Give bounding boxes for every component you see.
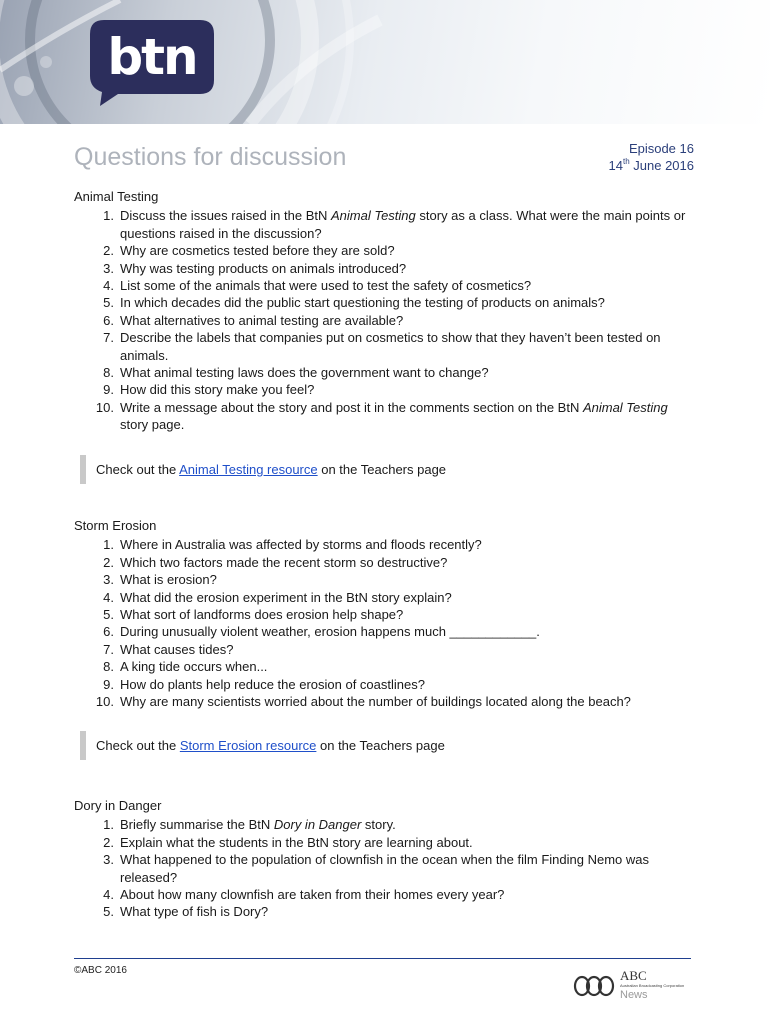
list-item: 2. Explain what the students in the BtN story are learning about. xyxy=(103,834,473,850)
question-list xyxy=(74,207,699,433)
copyright: ©ABC 2016 xyxy=(74,965,127,976)
list-item: 1. Briefly summarise the BtN Dory in Danger story. xyxy=(103,817,396,833)
footer-divider xyxy=(74,958,691,959)
list-item: 8. A king tide occurs when... xyxy=(103,659,268,675)
list-item: 7. What causes tides? xyxy=(103,641,234,657)
abc-logo-name: ABC xyxy=(620,968,647,983)
btn-logo xyxy=(90,20,214,106)
list-item: 3. Why was testing products on animals introduced? xyxy=(103,260,407,276)
abc-news-label: News xyxy=(620,989,648,1001)
abc-logo-subtitle: Australian Broadcasting Corporation xyxy=(620,983,685,988)
storm-erosion-resource-link[interactable]: Storm Erosion resource xyxy=(179,738,317,753)
list-item: 6. During unusually violent weather, erosion happens much ____________. xyxy=(103,624,540,640)
list-item: 3. What happened to the population of clownfish in the ocean when the film Finding Nemo was released? xyxy=(103,852,649,885)
section-storm-erosion xyxy=(74,517,699,710)
list-item: 7. Describe the labels that companies put on cosmetics to show that they haven’t been tested on animals. xyxy=(103,330,661,363)
episode-info xyxy=(609,140,694,174)
section-animal-testing xyxy=(74,188,699,434)
question-list xyxy=(74,816,699,920)
list-item: 2. Which two factors made the recent storm so destructive? xyxy=(103,554,448,570)
episode-date: 14th June 2016 xyxy=(608,157,694,173)
list-item: 8. What animal testing laws does the government want to change? xyxy=(103,365,489,381)
list-item: 6. What alternatives to animal testing are available? xyxy=(103,312,404,328)
animal-testing-resource-link[interactable]: Animal Testing resource xyxy=(179,462,318,477)
list-item: 4. List some of the animals that were used to test the safety of cosmetics? xyxy=(103,278,532,294)
list-item: 1. Where in Australia was affected by storms and floods recently? xyxy=(103,537,482,553)
list-item: 5. What type of fish is Dory? xyxy=(103,904,269,920)
callout-storm-erosion: Check out the Storm Erosion resource on the Teachers page xyxy=(80,731,445,760)
section-title: Storm Erosion xyxy=(74,518,157,533)
section-dory-in-danger xyxy=(74,797,699,921)
section-title: Dory in Danger xyxy=(74,798,162,813)
list-item: 4. What did the erosion experiment in the BtN story explain? xyxy=(103,589,452,605)
list-item: 10. Why are many scientists worried about the number of buildings located along the beach? xyxy=(95,694,631,710)
list-item: 5. In which decades did the public start questioning the testing of products on animals? xyxy=(103,295,605,311)
list-item: 10. Write a message about the story and post it in the comments section on the BtN Animal Testing story page. xyxy=(95,399,668,433)
list-item: 4. About how many clownfish are taken from their homes every year? xyxy=(103,887,505,903)
episode-number: Episode 16 xyxy=(628,141,694,156)
list-item: 2. Why are cosmetics tested before they are sold? xyxy=(103,243,395,259)
header-banner xyxy=(0,0,770,124)
btn-logo-text: btn xyxy=(107,28,197,86)
list-item: 3. What is erosion? xyxy=(103,572,217,588)
page-title: Questions for discussion xyxy=(74,143,347,171)
list-item: 9. How did this story make you feel? xyxy=(103,382,315,398)
question-list xyxy=(74,536,699,710)
list-item: 5. What sort of landforms does erosion help shape? xyxy=(103,607,404,623)
section-title: Animal Testing xyxy=(74,189,159,204)
list-item: 9. How do plants help reduce the erosion of coastlines? xyxy=(103,676,425,692)
callout-animal-testing: Check out the Animal Testing resource on the Teachers page xyxy=(80,455,446,484)
abc-lissajous-icon xyxy=(572,970,618,1004)
list-item: 1. Discuss the issues raised in the BtN Animal Testing story as a class. What were the main points or questions raised in the discussion? xyxy=(103,208,686,241)
